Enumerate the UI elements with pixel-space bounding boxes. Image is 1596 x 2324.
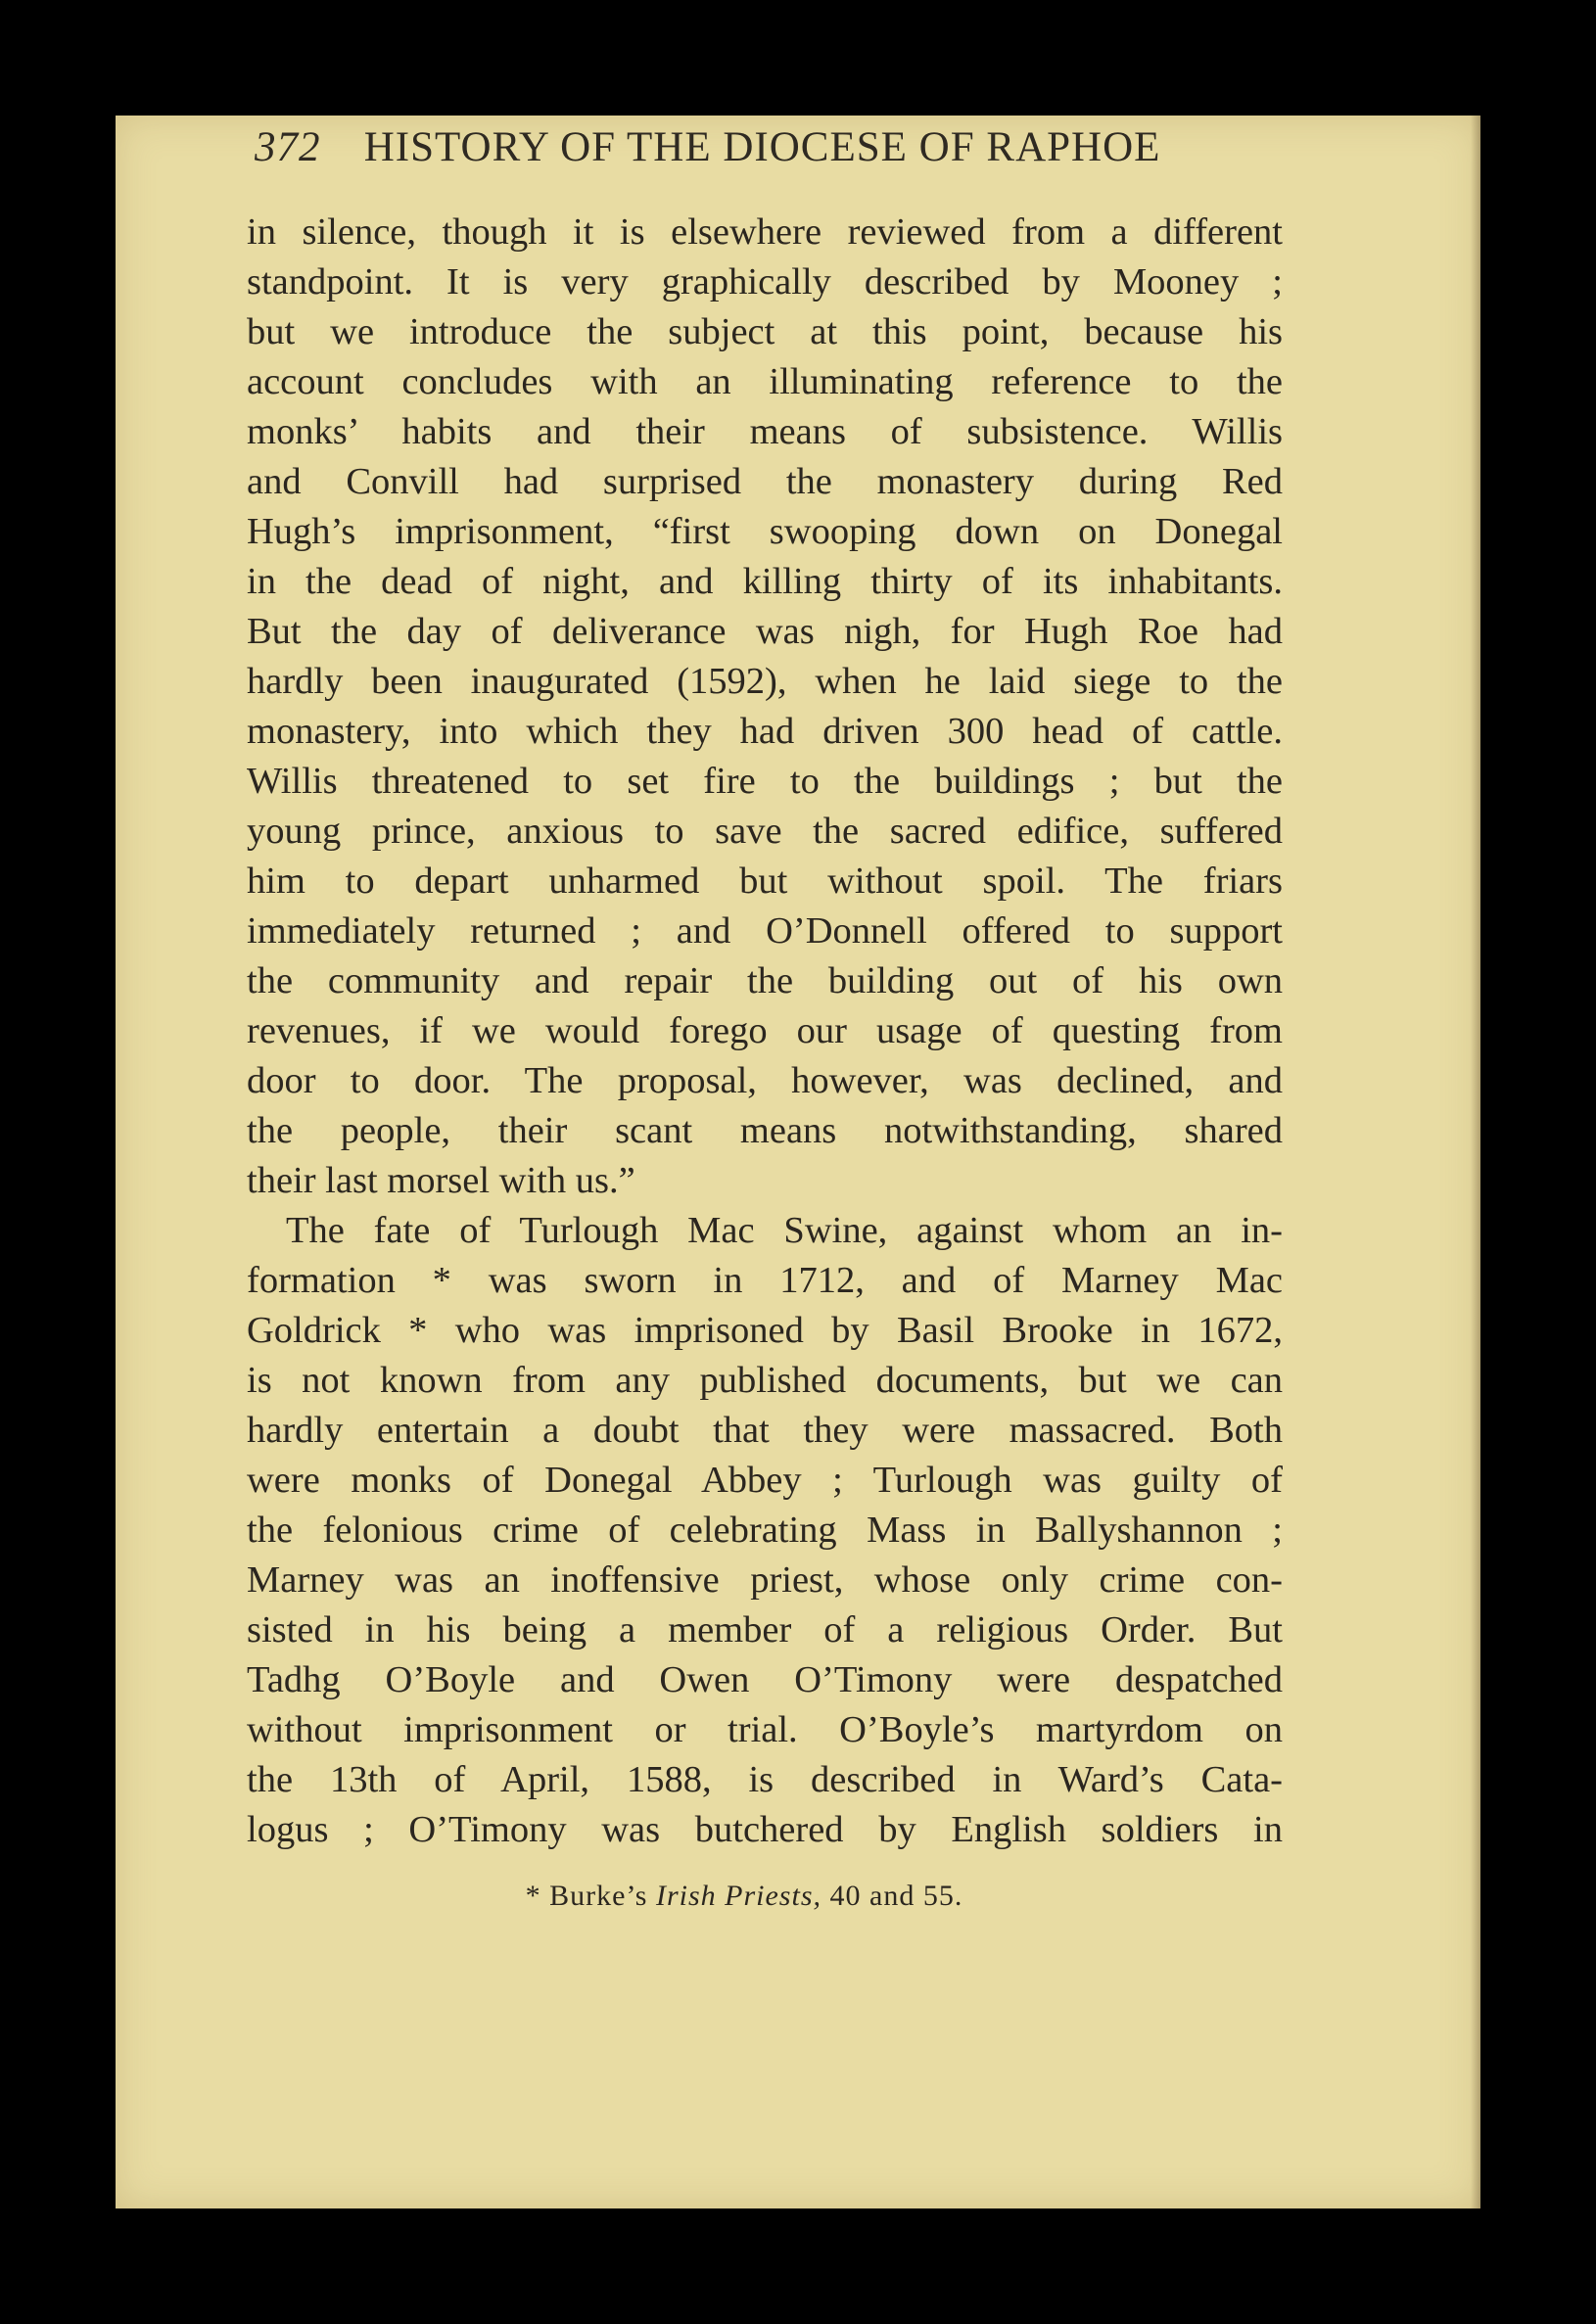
page-number: 372 <box>255 124 321 170</box>
text-line: without imprisonment or trial. O’Boyle’s martyrdom on <box>247 1709 1283 1750</box>
text-line: Marney was an inoffensive priest, whose only crime con- <box>247 1559 1283 1601</box>
text-line: hardly entertain a doubt that they were massacred. Both <box>247 1410 1283 1451</box>
text-line: the 13th of April, 1588, is described in Ward’s Cata- <box>247 1759 1283 1800</box>
text-line: monastery, into which they had driven 300 head of cattle. <box>247 711 1283 752</box>
text-line: Goldrick * who was imprisoned by Basil Brooke in 1672, <box>247 1310 1283 1351</box>
text-line: him to depart unharmed but without spoil. The friars <box>247 860 1283 902</box>
text-line: standpoint. It is very graphically described by Mooney ; <box>247 261 1283 302</box>
footnote-suffix: 40 and 55. <box>821 1880 963 1912</box>
text-line: young prince, anxious to save the sacred edifice, suffered <box>247 811 1283 852</box>
text-line: their last morsel with us.” <box>247 1160 635 1201</box>
text-line: monks’ habits and their means of subsistence. Willis <box>247 411 1283 452</box>
text-line: revenues, if we would forego our usage of questing from <box>247 1010 1283 1051</box>
text-line: but we introduce the subject at this point, because his <box>247 311 1283 352</box>
text-line: in silence, though it is elsewhere reviewed from a different <box>247 211 1283 253</box>
text-line: formation * was sworn in 1712, and of Marney Mac <box>247 1260 1283 1301</box>
text-line: hardly been inaugurated (1592), when he laid siege to the <box>247 661 1283 702</box>
text-line: sisted in his being a member of a religious Order. But <box>247 1609 1283 1650</box>
page-edge-shadow <box>1471 116 1480 2208</box>
text-line: Tadhg O’Boyle and Owen O’Timony were despatched <box>247 1659 1283 1700</box>
text-line: is not known from any published documents, but we can <box>247 1360 1283 1401</box>
text-line: door to door. The proposal, however, was declined, and <box>247 1060 1283 1101</box>
text-line: account concludes with an illuminating reference to the <box>247 361 1283 402</box>
footnote <box>352 1880 1136 1919</box>
text-line: and Convill had surprised the monastery during Red <box>247 461 1283 502</box>
text-line: immediately returned ; and O’Donnell offered to support <box>247 910 1283 952</box>
text-line: But the day of deliverance was nigh, for Hugh Roe had <box>247 611 1283 652</box>
text-line: Hugh’s imprisonment, “first swooping down on Donegal <box>247 511 1283 552</box>
text-line: The fate of Turlough Mac Swine, against whom an in- <box>286 1210 1283 1251</box>
text-line: the people, their scant means notwithstanding, shared <box>247 1110 1283 1151</box>
text-line: Willis threatened to set fire to the buildings ; but the <box>247 761 1283 802</box>
text-line: the community and repair the building out of his own <box>247 960 1283 1001</box>
body-text <box>247 208 1283 1855</box>
footnote-prefix: * Burke’s <box>525 1880 656 1912</box>
text-line: the felonious crime of celebrating Mass in Ballyshannon ; <box>247 1510 1283 1551</box>
text-line: were monks of Donegal Abbey ; Turlough was guilty of <box>247 1460 1283 1501</box>
text-line: in the dead of night, and killing thirty of its inhabitants. <box>247 561 1283 602</box>
running-title: HISTORY OF THE DIOCESE OF RAPHOE <box>363 124 1161 170</box>
footnote-title: Irish Priests, <box>655 1880 821 1912</box>
text-line: logus ; O’Timony was butchered by English soldiers in <box>247 1809 1283 1850</box>
running-header <box>255 123 1361 182</box>
